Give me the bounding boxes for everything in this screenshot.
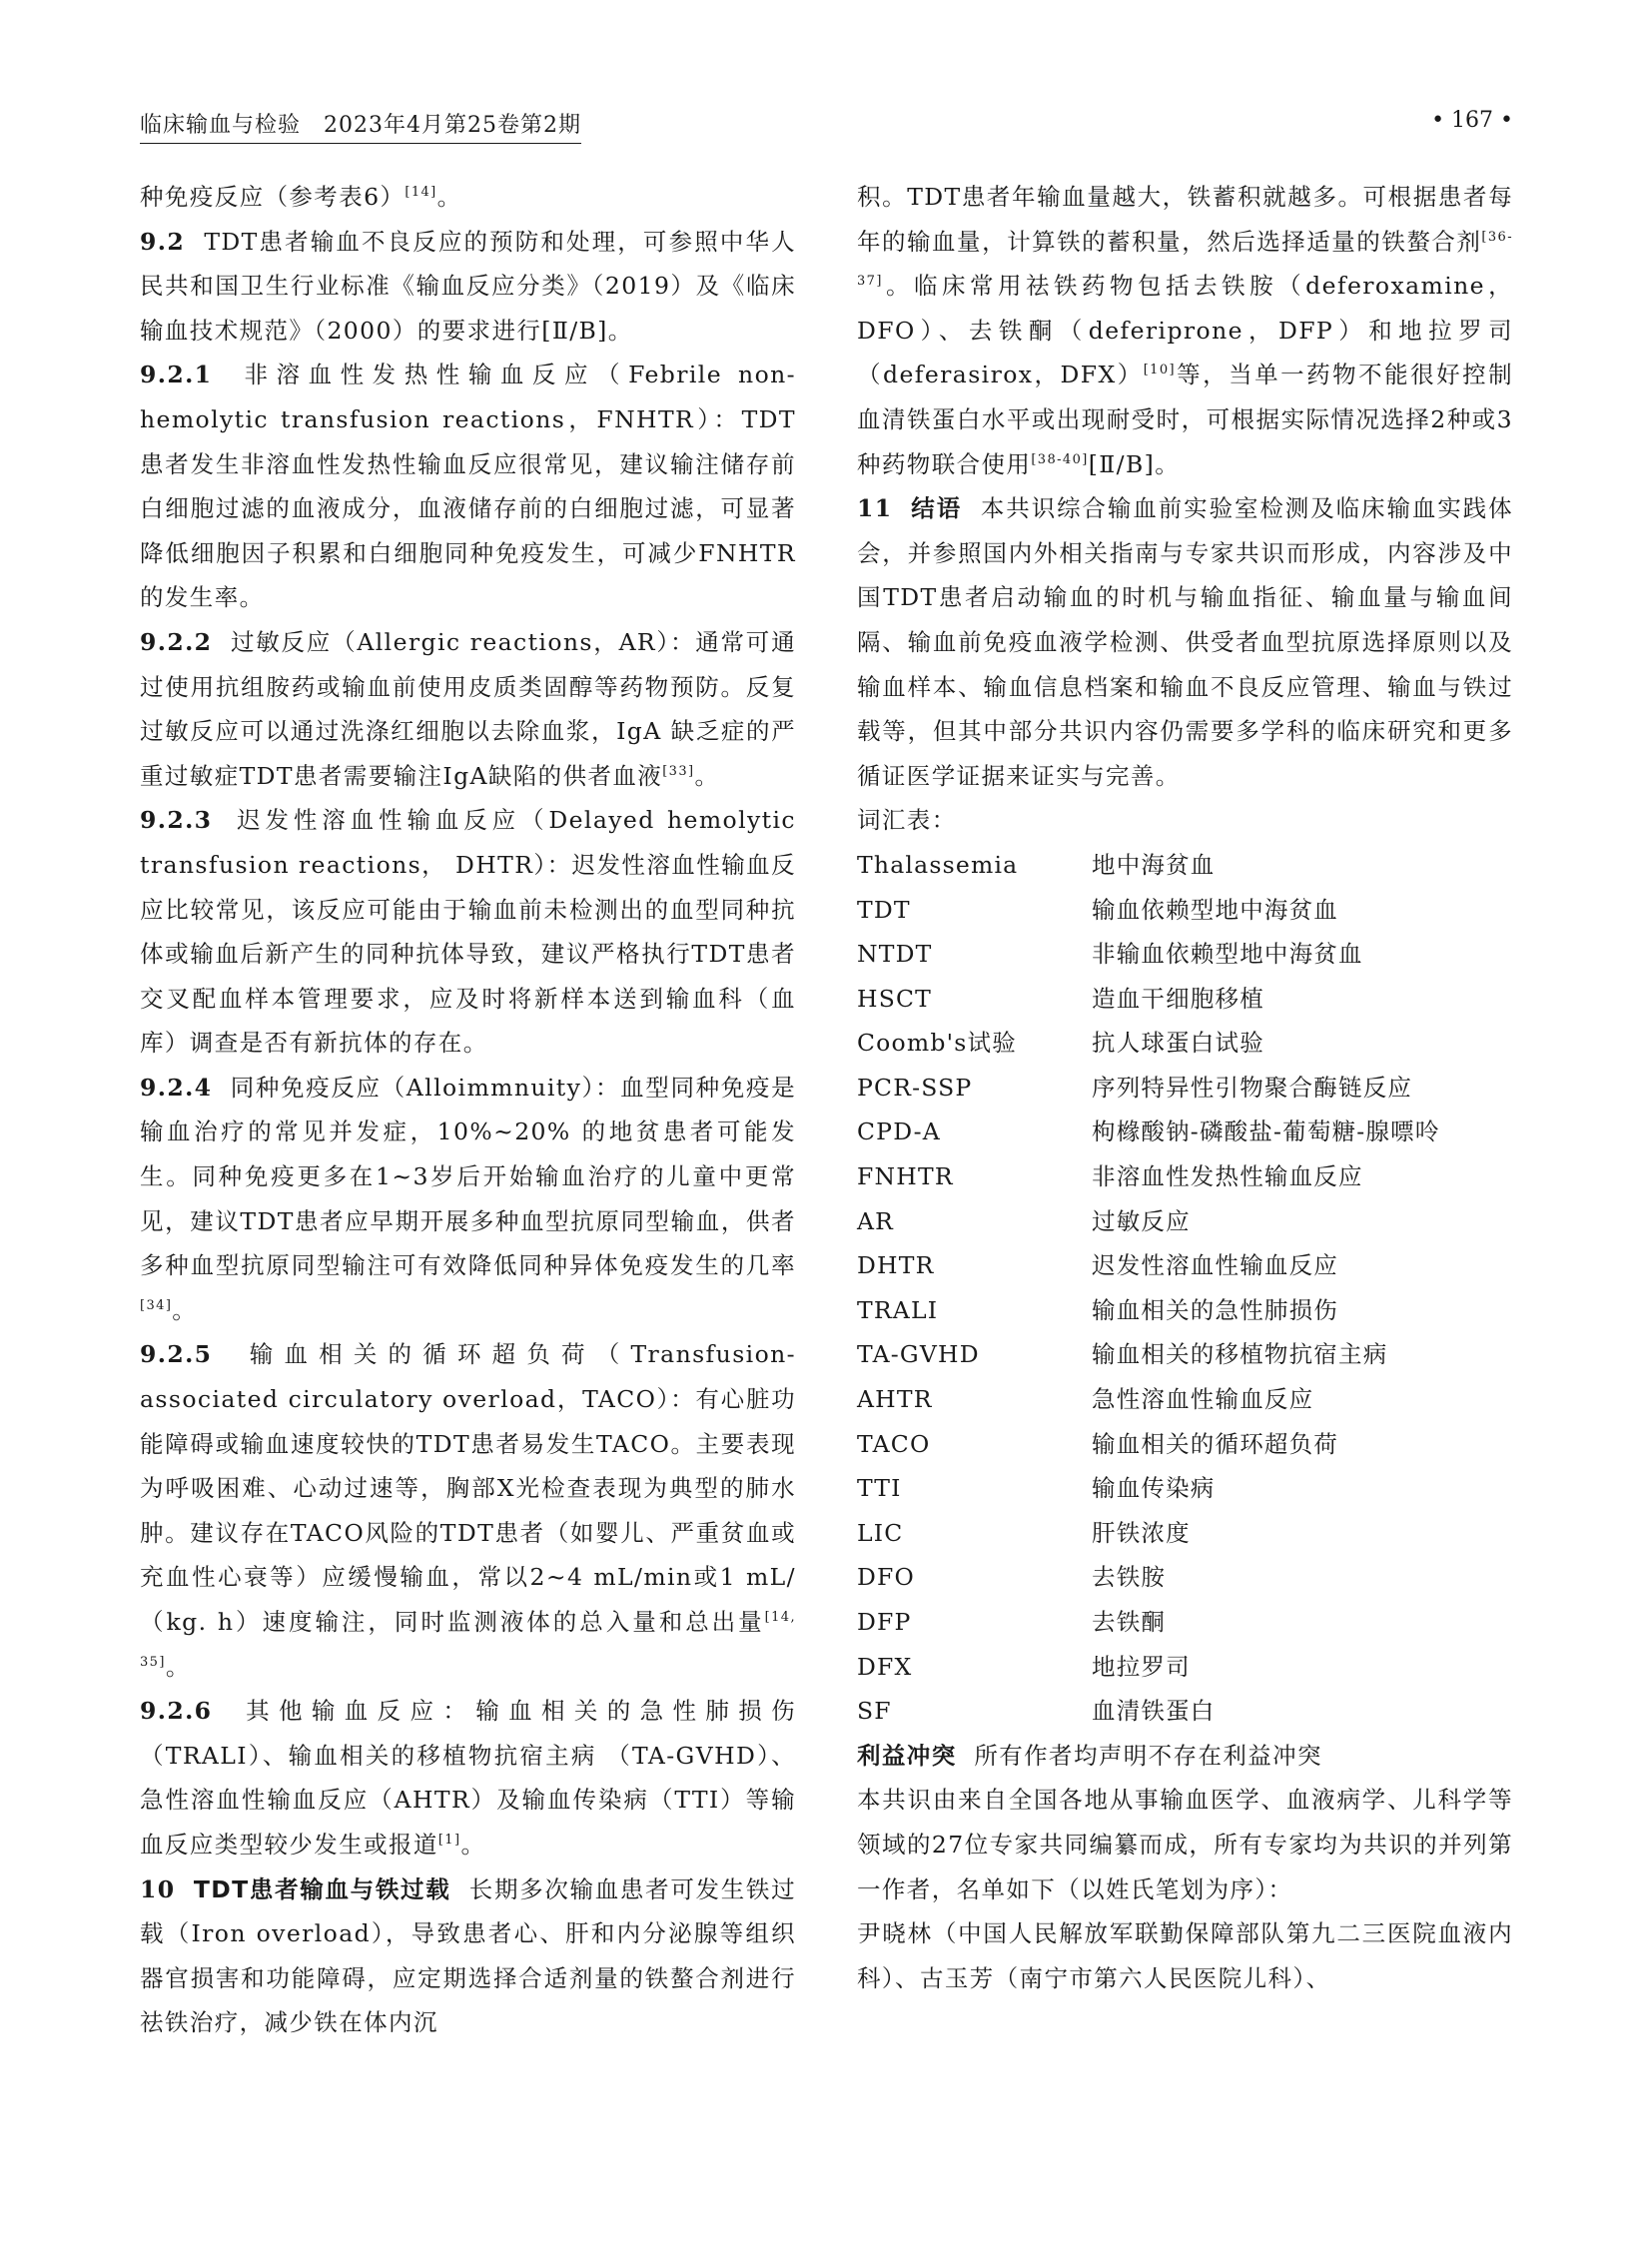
glossary-definition: 血清铁蛋白 (1092, 1697, 1216, 1726)
glossary-term: CPD-A (857, 1118, 941, 1146)
conflict-of-interest: 利益冲突 所有作者均声明不存在利益冲突 (857, 1741, 1322, 1770)
glossary-row (857, 1021, 1513, 1066)
journal-title: 临床输血与检验 2023年4月第25卷第2期 (140, 108, 581, 144)
glossary-definition: 输血依赖型地中海贫血 (1092, 895, 1338, 924)
glossary-row (857, 1555, 1513, 1600)
glossary-term: TTI (857, 1474, 902, 1503)
glossary-row (857, 1689, 1513, 1734)
paragraph-continuation: 种免疫反应（参考表6）[14]。 (140, 183, 462, 211)
glossary-term: PCR-SSP (857, 1073, 973, 1102)
glossary-row (857, 977, 1513, 1022)
glossary-list (857, 843, 1513, 1734)
section-number: 9.2.1 (140, 361, 213, 389)
section-title: 结语 (911, 494, 963, 523)
glossary-term: AHTR (857, 1385, 933, 1414)
right-column (857, 175, 1513, 2000)
glossary-term: Coomb's试验 (857, 1029, 1017, 1058)
section-9-2-4: 9.2.4 同种免疫反应（Alloimmnuity）：血型同种免疫是输血治疗的常见并发症，10%~20% 的地贫患者可能发生。同种免疫更多在1~3岁后开始输血治疗的儿童中更常见，建议TDT患者应早期开展多种血型抗原同型输血，供者多种血型抗原同型输注可有效降低同种异体免疫发生的几率[34]。 (140, 1073, 796, 1324)
glossary-definition: 非溶血性发热性输血反应 (1092, 1162, 1363, 1191)
citation: [34] (140, 1298, 173, 1314)
paragraph-iron-chelation: 积。TDT患者年输血量越大，铁蓄积就越多。可根据患者每年的输血量，计算铁的蓄积量，然后选择适量的铁螯合剂[36-37]。临床常用祛铁药物包括去铁胺（deferoxamine，DFO）、去铁酮（deferiprone，DFP）和地拉罗司（deferasirox，DFX）[10]等，当单一药物不能很好控制血清铁蛋白水平或出现耐受时，可根据实际情况选择2种或3种药物联合使用[38-40][Ⅱ/B]。 (857, 183, 1514, 478)
glossary-definition: 序列特异性引物聚合酶链反应 (1092, 1073, 1413, 1102)
section-9-2-2: 9.2.2 过敏反应（Allergic reactions，AR）：通常可通过使用抗组胺药或输血前使用皮质类固醇等药物预防。反复过敏反应可以通过洗涤红细胞以去除血浆，IgA 缺乏症的严重过敏症TDT患者需要输注IgA缺陷的供者血液[33]。 (140, 627, 796, 790)
glossary-definition: 非输血依赖型地中海贫血 (1092, 940, 1363, 969)
section-9-2-5: 9.2.5 输血相关的循环超负荷（Transfusion-associated circulatory overload，TACO）：有心脏功能障碍或输血速度较快的TDT患者易发生TACO。主要表现为呼吸困难、心动过速等，胸部X光检查表现为典型的肺水肿。建议存在TACO风险的TDT患者（如婴儿、严重贫血或充血性心衰等）应缓慢输血，常以2~4 mL/min或1 mL/（kg. h）速度输注，同时监测液体的总入量和总出量[14, 35]。 (140, 1340, 796, 1681)
section-9-2-1: 9.2.1 非溶血性发热性输血反应（Febrile non-hemolytic transfusion reactions，FNHTR）：TDT患者发生非溶血性发热性输血反应很常见，建议输注储存前白细胞过滤的血液成分，血液储存前的白细胞过滤，可显著降低细胞因子积累和白细胞同种免疫发生，可减少FNHTR的发生率。 (140, 361, 796, 612)
citation: [14] (405, 185, 437, 201)
glossary-row (857, 1466, 1513, 1511)
glossary-term: TRALI (857, 1295, 939, 1324)
glossary-term: LIC (857, 1518, 904, 1547)
glossary-definition: 输血相关的急性肺损伤 (1092, 1295, 1338, 1324)
section-number: 9.2.3 (140, 806, 213, 835)
section-9-2-6: 9.2.6 其他输血反应：输血相关的急性肺损伤（TRALI）、输血相关的移植物抗宿主病 （TA-GVHD）、急性溶血性输血反应（AHTR）及输血传染病（TTI）等输血反应类型较少发生或报道[1]。 (140, 1697, 796, 1859)
citation: [38-40] (1031, 451, 1089, 467)
glossary-term: DFX (857, 1652, 913, 1681)
glossary-row (857, 1422, 1513, 1467)
section-9-2: 9.2 TDT患者输血不良反应的预防和处理，可参照中华人民共和国卫生行业标准《输血反应分类》（2019）及《临床输血技术规范》（2000）的要求进行[Ⅱ/B]。 (140, 227, 796, 345)
glossary-row (857, 1377, 1513, 1422)
section-title: TDT患者输血与铁过载 (193, 1874, 451, 1903)
glossary-definition: 输血传染病 (1092, 1474, 1216, 1503)
glossary-term: DFP (857, 1608, 912, 1636)
glossary-term: Thalassemia (857, 850, 1019, 879)
left-column (140, 175, 796, 2045)
glossary-definition: 抗人球蛋白试验 (1092, 1029, 1264, 1058)
section-10: 10 TDT患者输血与铁过载 长期多次输血患者可发生铁过载（Iron overload），导致患者心、肝和内分泌腺等组织器官损害和功能障碍，应定期选择合适剂量的铁螯合剂进行祛铁治疗，减少铁在体内沉 (140, 1874, 796, 2037)
glossary-term: TA-GVHD (857, 1340, 980, 1369)
glossary-definition: 输血相关的移植物抗宿主病 (1092, 1340, 1388, 1369)
glossary-definition: 地中海贫血 (1092, 850, 1216, 879)
glossary-row (857, 843, 1513, 888)
glossary-title: 词汇表： (857, 806, 957, 835)
glossary-term: TDT (857, 895, 911, 924)
glossary-definition: 过敏反应 (1092, 1206, 1191, 1235)
citation: [36-37] (857, 229, 1513, 290)
glossary-term: DFO (857, 1563, 916, 1592)
glossary-row (857, 1332, 1513, 1377)
glossary-row (857, 1600, 1513, 1645)
glossary-definition: 迟发性溶血性输血反应 (1092, 1251, 1338, 1280)
glossary-definition: 去铁胺 (1092, 1563, 1167, 1592)
section-number: 11 (857, 494, 893, 523)
citation: [10] (1143, 363, 1176, 378)
glossary-term: DHTR (857, 1251, 935, 1280)
glossary-definition: 输血相关的循环超负荷 (1092, 1429, 1338, 1458)
glossary-definition: 急性溶血性输血反应 (1092, 1385, 1314, 1414)
glossary-definition: 枸橼酸钠-磷酸盐-葡萄糖-腺嘌呤 (1092, 1118, 1440, 1146)
glossary-row (857, 1154, 1513, 1199)
section-number: 9.2 (140, 227, 186, 256)
glossary-row (857, 1066, 1513, 1111)
glossary-row (857, 1511, 1513, 1556)
coi-title: 利益冲突 (857, 1741, 957, 1770)
glossary-definition: 肝铁浓度 (1092, 1518, 1191, 1547)
glossary-row (857, 888, 1513, 933)
glossary-definition: 去铁酮 (1092, 1608, 1167, 1636)
glossary-row (857, 1645, 1513, 1690)
page-header (140, 108, 1513, 142)
glossary-term: HSCT (857, 984, 933, 1013)
glossary-term: NTDT (857, 940, 933, 969)
section-number: 9.2.4 (140, 1073, 213, 1102)
glossary-term: AR (857, 1206, 895, 1235)
glossary-term: TACO (857, 1429, 931, 1458)
section-number: 9.2.2 (140, 627, 213, 656)
citation: [33] (662, 763, 695, 779)
glossary-row (857, 1110, 1513, 1154)
glossary-row (857, 1243, 1513, 1288)
section-number: 10 (140, 1874, 176, 1903)
citation: [1] (437, 1833, 461, 1849)
citation: [14, 35] (140, 1610, 796, 1670)
section-11: 11 结语 本共识综合输血前实验室检测及临床输血实践体会，并参照国内外相关指南与专家共识而形成，内容涉及中国TDT患者启动输血的时机与输血指征、输血量与输血间隔、输血前免疫血液学检测、供受者血型抗原选择原则以及输血样本、输血信息档案和输血不良反应管理、输血与铁过载等，但其中部分共识内容仍需要多学科的临床研究和更多循证医学证据来证实与完善。 (857, 494, 1513, 790)
glossary-term: FNHTR (857, 1162, 954, 1191)
page-number: • 167 • (1431, 108, 1513, 133)
authors-intro: 本共识由来自全国各地从事输血医学、血液病学、儿科学等领域的27位专家共同编纂而成，所有专家均为共识的并列第一作者，名单如下（以姓氏笔划为序）： (857, 1786, 1513, 1903)
glossary-definition: 地拉罗司 (1092, 1652, 1191, 1681)
glossary-row (857, 932, 1513, 977)
section-number: 9.2.6 (140, 1697, 213, 1726)
glossary-row (857, 1288, 1513, 1333)
authors-list: 尹晓林（中国人民解放军联勤保障部队第九二三医院血液内科）、古玉芳（南宁市第六人民医院儿科）、 (857, 1919, 1513, 1992)
glossary-row (857, 1199, 1513, 1244)
glossary-term: SF (857, 1697, 892, 1726)
section-number: 9.2.5 (140, 1340, 213, 1369)
glossary-definition: 造血干细胞移植 (1092, 984, 1264, 1013)
section-9-2-3: 9.2.3 迟发性溶血性输血反应（Delayed hemolytic transfusion reactions， DHTR）：迟发性溶血性输血反应比较常见，该反应可能由于输血前未检测出的血型同种抗体或输血后新产生的同种抗体导致，建议严格执行TDT患者交叉配血样本管理要求，应及时将新样本送到输血科（血库）调查是否有新抗体的存在。 (140, 806, 796, 1058)
